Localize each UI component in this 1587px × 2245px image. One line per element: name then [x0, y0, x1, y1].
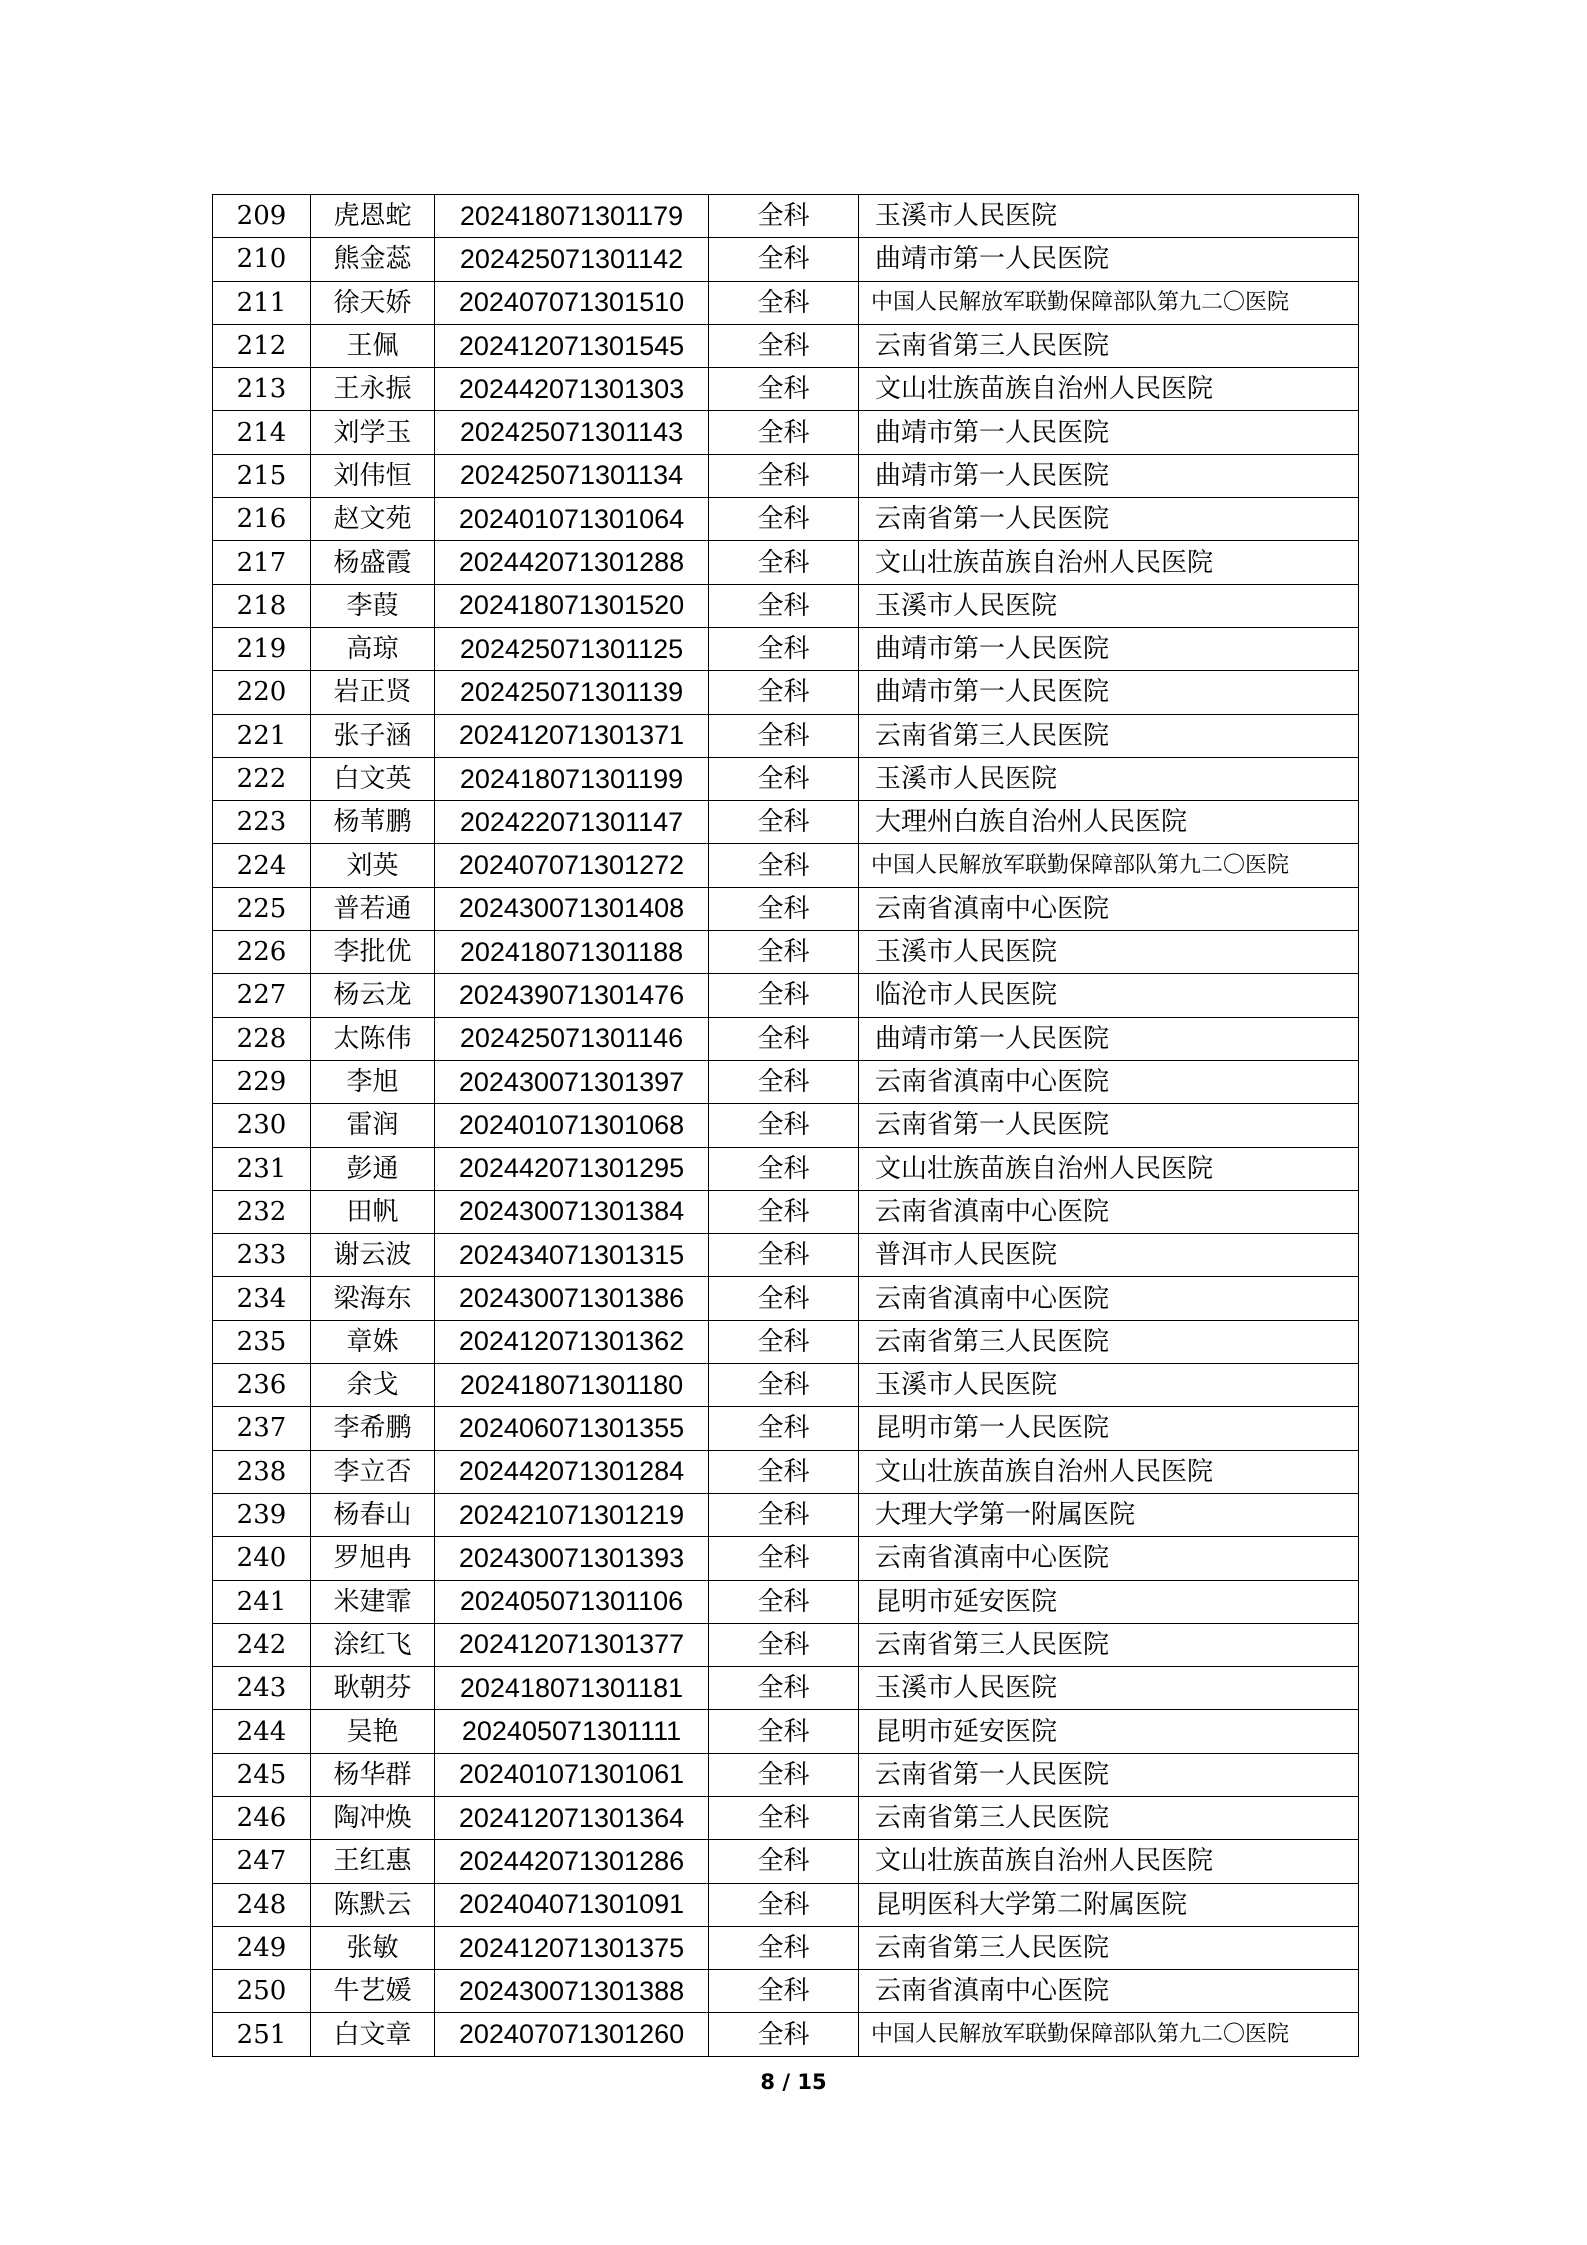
trainee-name-cell: 赵文苑 — [311, 498, 435, 541]
table-row — [213, 1147, 1359, 1190]
trainee-name-cell: 梁海东 — [311, 1277, 435, 1320]
trainee-id-cell: 202404071301091 — [435, 1883, 709, 1926]
trainee-name-cell: 田帆 — [311, 1190, 435, 1233]
trainee-id-cell: 202418071301199 — [435, 757, 709, 800]
trainee-name-cell: 李葭 — [311, 584, 435, 627]
table-row — [213, 195, 1359, 238]
table-row — [213, 931, 1359, 974]
trainee-id-cell: 202434071301315 — [435, 1234, 709, 1277]
table-row — [213, 1840, 1359, 1883]
trainee-name-cell: 陶冲焕 — [311, 1796, 435, 1839]
trainee-id-cell: 202430071301384 — [435, 1190, 709, 1233]
trainee-id-cell: 202430071301393 — [435, 1537, 709, 1580]
trainee-id-cell: 202412071301375 — [435, 1926, 709, 1969]
table-row — [213, 368, 1359, 411]
specialty-cell: 全科 — [709, 238, 859, 281]
hospital-name-cell: 云南省第三人民医院 — [859, 1926, 1359, 1969]
row-number-cell: 226 — [213, 931, 311, 974]
table-row — [213, 1796, 1359, 1839]
specialty-cell: 全科 — [709, 1580, 859, 1623]
hospital-name-cell: 云南省第一人民医院 — [859, 1104, 1359, 1147]
hospital-name-cell: 云南省滇南中心医院 — [859, 1537, 1359, 1580]
row-number-cell: 243 — [213, 1667, 311, 1710]
row-number-cell: 227 — [213, 974, 311, 1017]
trainee-name-cell: 吴艳 — [311, 1710, 435, 1753]
trainee-name-cell: 杨云龙 — [311, 974, 435, 1017]
row-number-cell: 241 — [213, 1580, 311, 1623]
hospital-name-cell: 曲靖市第一人民医院 — [859, 238, 1359, 281]
trainee-name-cell: 杨春山 — [311, 1493, 435, 1536]
hospital-name-cell: 云南省第三人民医院 — [859, 324, 1359, 367]
specialty-cell: 全科 — [709, 714, 859, 757]
trainee-name-cell: 熊金蕊 — [311, 238, 435, 281]
hospital-name-cell: 云南省第三人民医院 — [859, 1320, 1359, 1363]
table-row — [213, 1364, 1359, 1407]
page-number: 8 / 15 — [760, 2070, 827, 2094]
trainee-name-cell: 谢云波 — [311, 1234, 435, 1277]
trainee-id-cell: 202412071301362 — [435, 1320, 709, 1363]
specialty-cell: 全科 — [709, 1017, 859, 1060]
trainee-id-cell: 202421071301219 — [435, 1493, 709, 1536]
table-row — [213, 1710, 1359, 1753]
row-number-cell: 248 — [213, 1883, 311, 1926]
trainee-name-cell: 岩正贤 — [311, 671, 435, 714]
row-number-cell: 239 — [213, 1493, 311, 1536]
table-row — [213, 1493, 1359, 1536]
row-number-cell: 210 — [213, 238, 311, 281]
hospital-name-cell: 中国人民解放军联勤保障部队第九二〇医院 — [859, 2013, 1359, 2056]
row-number-cell: 240 — [213, 1537, 311, 1580]
hospital-name-cell: 文山壮族苗族自治州人民医院 — [859, 1147, 1359, 1190]
hospital-name-cell: 云南省第一人民医院 — [859, 1753, 1359, 1796]
trainee-id-cell: 202442071301303 — [435, 368, 709, 411]
hospital-name-cell: 昆明医科大学第二附属医院 — [859, 1883, 1359, 1926]
specialty-cell: 全科 — [709, 1364, 859, 1407]
trainee-name-cell: 罗旭冉 — [311, 1537, 435, 1580]
trainee-name-cell: 雷润 — [311, 1104, 435, 1147]
specialty-cell: 全科 — [709, 324, 859, 367]
specialty-cell: 全科 — [709, 1537, 859, 1580]
trainee-name-cell: 李批优 — [311, 931, 435, 974]
table-row — [213, 757, 1359, 800]
trainee-id-cell: 202412071301371 — [435, 714, 709, 757]
specialty-cell: 全科 — [709, 1320, 859, 1363]
table-row — [213, 1926, 1359, 1969]
table-row — [213, 1277, 1359, 1320]
hospital-name-cell: 玉溪市人民医院 — [859, 757, 1359, 800]
hospital-name-cell: 昆明市第一人民医院 — [859, 1407, 1359, 1450]
table-row — [213, 281, 1359, 324]
hospital-name-cell: 玉溪市人民医院 — [859, 195, 1359, 238]
trainee-id-cell: 202439071301476 — [435, 974, 709, 1017]
trainee-name-cell: 张子涵 — [311, 714, 435, 757]
trainee-id-cell: 202407071301272 — [435, 844, 709, 887]
trainee-id-cell: 202418071301181 — [435, 1667, 709, 1710]
specialty-cell: 全科 — [709, 974, 859, 1017]
table-row — [213, 1017, 1359, 1060]
hospital-name-cell: 昆明市延安医院 — [859, 1580, 1359, 1623]
table-row — [213, 974, 1359, 1017]
specialty-cell: 全科 — [709, 1840, 859, 1883]
trainee-name-cell: 白文章 — [311, 2013, 435, 2056]
row-number-cell: 212 — [213, 324, 311, 367]
specialty-cell: 全科 — [709, 411, 859, 454]
row-number-cell: 229 — [213, 1060, 311, 1103]
hospital-name-cell: 曲靖市第一人民医院 — [859, 671, 1359, 714]
specialty-cell: 全科 — [709, 281, 859, 324]
specialty-cell: 全科 — [709, 627, 859, 670]
hospital-name-cell: 中国人民解放军联勤保障部队第九二〇医院 — [859, 281, 1359, 324]
trainee-name-cell: 章姝 — [311, 1320, 435, 1363]
table-row — [213, 1580, 1359, 1623]
specialty-cell: 全科 — [709, 1234, 859, 1277]
hospital-name-cell: 玉溪市人民医院 — [859, 584, 1359, 627]
hospital-name-cell: 曲靖市第一人民医院 — [859, 1017, 1359, 1060]
row-number-cell: 237 — [213, 1407, 311, 1450]
hospital-name-cell: 玉溪市人民医院 — [859, 1364, 1359, 1407]
trainee-name-cell: 李旭 — [311, 1060, 435, 1103]
specialty-cell: 全科 — [709, 757, 859, 800]
specialty-cell: 全科 — [709, 887, 859, 930]
specialty-cell: 全科 — [709, 1926, 859, 1969]
row-number-cell: 251 — [213, 2013, 311, 2056]
specialty-cell: 全科 — [709, 1883, 859, 1926]
row-number-cell: 216 — [213, 498, 311, 541]
specialty-cell: 全科 — [709, 1753, 859, 1796]
row-number-cell: 209 — [213, 195, 311, 238]
row-number-cell: 234 — [213, 1277, 311, 1320]
row-number-cell: 222 — [213, 757, 311, 800]
table-row — [213, 1450, 1359, 1493]
trainee-name-cell: 徐天娇 — [311, 281, 435, 324]
row-number-cell: 246 — [213, 1796, 311, 1839]
row-number-cell: 249 — [213, 1926, 311, 1969]
trainee-name-cell: 刘伟恒 — [311, 454, 435, 497]
specialty-cell: 全科 — [709, 801, 859, 844]
specialty-cell: 全科 — [709, 1190, 859, 1233]
hospital-name-cell: 昆明市延安医院 — [859, 1710, 1359, 1753]
row-number-cell: 218 — [213, 584, 311, 627]
trainee-id-cell: 202405071301111 — [435, 1710, 709, 1753]
trainee-name-cell: 李希鹏 — [311, 1407, 435, 1450]
table-row — [213, 1060, 1359, 1103]
trainee-id-cell: 202425071301142 — [435, 238, 709, 281]
hospital-name-cell: 曲靖市第一人民医院 — [859, 627, 1359, 670]
trainee-id-cell: 202418071301179 — [435, 195, 709, 238]
table-row — [213, 1883, 1359, 1926]
table-row — [213, 1320, 1359, 1363]
hospital-name-cell: 云南省滇南中心医院 — [859, 887, 1359, 930]
row-number-cell: 250 — [213, 1970, 311, 2013]
hospital-name-cell: 云南省第三人民医院 — [859, 714, 1359, 757]
hospital-name-cell: 文山壮族苗族自治州人民医院 — [859, 368, 1359, 411]
row-number-cell: 235 — [213, 1320, 311, 1363]
trainee-id-cell: 202442071301286 — [435, 1840, 709, 1883]
trainee-name-cell: 高琼 — [311, 627, 435, 670]
trainee-id-cell: 202406071301355 — [435, 1407, 709, 1450]
row-number-cell: 219 — [213, 627, 311, 670]
trainee-name-cell: 王佩 — [311, 324, 435, 367]
table-row — [213, 541, 1359, 584]
table-row — [213, 1104, 1359, 1147]
row-number-cell: 230 — [213, 1104, 311, 1147]
table-row — [213, 1234, 1359, 1277]
specialty-cell: 全科 — [709, 195, 859, 238]
roster-body — [213, 195, 1359, 2057]
row-number-cell: 211 — [213, 281, 311, 324]
trainee-id-cell: 202430071301388 — [435, 1970, 709, 2013]
table-row — [213, 411, 1359, 454]
roster-table — [212, 194, 1359, 2057]
hospital-name-cell: 云南省第一人民医院 — [859, 498, 1359, 541]
table-row — [213, 1623, 1359, 1666]
trainee-name-cell: 杨华群 — [311, 1753, 435, 1796]
specialty-cell: 全科 — [709, 1060, 859, 1103]
table-row — [213, 324, 1359, 367]
row-number-cell: 233 — [213, 1234, 311, 1277]
trainee-name-cell: 牛艺媛 — [311, 1970, 435, 2013]
trainee-id-cell: 202401071301068 — [435, 1104, 709, 1147]
trainee-id-cell: 202418071301188 — [435, 931, 709, 974]
row-number-cell: 213 — [213, 368, 311, 411]
row-number-cell: 232 — [213, 1190, 311, 1233]
trainee-id-cell: 202418071301520 — [435, 584, 709, 627]
table-row — [213, 887, 1359, 930]
table-row — [213, 454, 1359, 497]
hospital-name-cell: 文山壮族苗族自治州人民医院 — [859, 541, 1359, 584]
hospital-name-cell: 文山壮族苗族自治州人民医院 — [859, 1840, 1359, 1883]
specialty-cell: 全科 — [709, 2013, 859, 2056]
row-number-cell: 236 — [213, 1364, 311, 1407]
table-row — [213, 801, 1359, 844]
trainee-id-cell: 202412071301364 — [435, 1796, 709, 1839]
specialty-cell: 全科 — [709, 454, 859, 497]
table-row — [213, 714, 1359, 757]
trainee-id-cell: 202418071301180 — [435, 1364, 709, 1407]
table-row — [213, 2013, 1359, 2056]
hospital-name-cell: 曲靖市第一人民医院 — [859, 454, 1359, 497]
trainee-name-cell: 陈默云 — [311, 1883, 435, 1926]
row-number-cell: 215 — [213, 454, 311, 497]
trainee-id-cell: 202422071301147 — [435, 801, 709, 844]
table-row — [213, 1970, 1359, 2013]
trainee-name-cell: 白文英 — [311, 757, 435, 800]
row-number-cell: 214 — [213, 411, 311, 454]
hospital-name-cell: 曲靖市第一人民医院 — [859, 411, 1359, 454]
trainee-name-cell: 杨盛霞 — [311, 541, 435, 584]
table-row — [213, 498, 1359, 541]
trainee-name-cell: 余戈 — [311, 1364, 435, 1407]
specialty-cell: 全科 — [709, 1147, 859, 1190]
specialty-cell: 全科 — [709, 1623, 859, 1666]
trainee-id-cell: 202430071301386 — [435, 1277, 709, 1320]
trainee-name-cell: 张敏 — [311, 1926, 435, 1969]
trainee-id-cell: 202430071301408 — [435, 887, 709, 930]
trainee-name-cell: 李立否 — [311, 1450, 435, 1493]
hospital-name-cell: 云南省滇南中心医院 — [859, 1277, 1359, 1320]
trainee-name-cell: 涂红飞 — [311, 1623, 435, 1666]
trainee-id-cell: 202401071301064 — [435, 498, 709, 541]
row-number-cell: 245 — [213, 1753, 311, 1796]
trainee-id-cell: 202401071301061 — [435, 1753, 709, 1796]
row-number-cell: 225 — [213, 887, 311, 930]
table-row — [213, 1407, 1359, 1450]
row-number-cell: 217 — [213, 541, 311, 584]
specialty-cell: 全科 — [709, 1710, 859, 1753]
hospital-name-cell: 中国人民解放军联勤保障部队第九二〇医院 — [859, 844, 1359, 887]
hospital-name-cell: 大理大学第一附属医院 — [859, 1493, 1359, 1536]
trainee-name-cell: 普若通 — [311, 887, 435, 930]
specialty-cell: 全科 — [709, 541, 859, 584]
hospital-name-cell: 玉溪市人民医院 — [859, 931, 1359, 974]
trainee-name-cell: 太陈伟 — [311, 1017, 435, 1060]
row-number-cell: 223 — [213, 801, 311, 844]
specialty-cell: 全科 — [709, 1796, 859, 1839]
specialty-cell: 全科 — [709, 1104, 859, 1147]
specialty-cell: 全科 — [709, 1970, 859, 2013]
trainee-id-cell: 202407071301510 — [435, 281, 709, 324]
hospital-name-cell: 云南省第三人民医院 — [859, 1623, 1359, 1666]
trainee-name-cell: 彭通 — [311, 1147, 435, 1190]
hospital-name-cell: 玉溪市人民医院 — [859, 1667, 1359, 1710]
row-number-cell: 220 — [213, 671, 311, 714]
row-number-cell: 221 — [213, 714, 311, 757]
trainee-id-cell: 202425071301125 — [435, 627, 709, 670]
row-number-cell: 242 — [213, 1623, 311, 1666]
hospital-name-cell: 云南省滇南中心医院 — [859, 1190, 1359, 1233]
row-number-cell: 228 — [213, 1017, 311, 1060]
hospital-name-cell: 大理州白族自治州人民医院 — [859, 801, 1359, 844]
table-row — [213, 1537, 1359, 1580]
trainee-id-cell: 202405071301106 — [435, 1580, 709, 1623]
trainee-id-cell: 202412071301545 — [435, 324, 709, 367]
trainee-id-cell: 202425071301143 — [435, 411, 709, 454]
specialty-cell: 全科 — [709, 1407, 859, 1450]
trainee-id-cell: 202442071301295 — [435, 1147, 709, 1190]
row-number-cell: 231 — [213, 1147, 311, 1190]
hospital-name-cell: 临沧市人民医院 — [859, 974, 1359, 1017]
trainee-id-cell: 202407071301260 — [435, 2013, 709, 2056]
table-row — [213, 1190, 1359, 1233]
trainee-name-cell: 耿朝芬 — [311, 1667, 435, 1710]
trainee-id-cell: 202430071301397 — [435, 1060, 709, 1103]
table-row — [213, 238, 1359, 281]
table-row — [213, 671, 1359, 714]
hospital-name-cell: 云南省滇南中心医院 — [859, 1970, 1359, 2013]
trainee-name-cell: 米建霏 — [311, 1580, 435, 1623]
trainee-id-cell: 202425071301146 — [435, 1017, 709, 1060]
hospital-name-cell: 文山壮族苗族自治州人民医院 — [859, 1450, 1359, 1493]
specialty-cell: 全科 — [709, 1277, 859, 1320]
table-row — [213, 1667, 1359, 1710]
row-number-cell: 244 — [213, 1710, 311, 1753]
trainee-name-cell: 王永振 — [311, 368, 435, 411]
specialty-cell: 全科 — [709, 584, 859, 627]
specialty-cell: 全科 — [709, 1493, 859, 1536]
trainee-id-cell: 202442071301284 — [435, 1450, 709, 1493]
specialty-cell: 全科 — [709, 1450, 859, 1493]
trainee-id-cell: 202425071301139 — [435, 671, 709, 714]
trainee-name-cell: 刘英 — [311, 844, 435, 887]
trainee-id-cell: 202442071301288 — [435, 541, 709, 584]
table-row — [213, 627, 1359, 670]
table-row — [213, 1753, 1359, 1796]
hospital-name-cell: 云南省第三人民医院 — [859, 1796, 1359, 1839]
trainee-name-cell: 虎恩蛇 — [311, 195, 435, 238]
specialty-cell: 全科 — [709, 498, 859, 541]
specialty-cell: 全科 — [709, 931, 859, 974]
hospital-name-cell: 云南省滇南中心医院 — [859, 1060, 1359, 1103]
specialty-cell: 全科 — [709, 1667, 859, 1710]
row-number-cell: 238 — [213, 1450, 311, 1493]
row-number-cell: 224 — [213, 844, 311, 887]
table-row — [213, 844, 1359, 887]
trainee-id-cell: 202425071301134 — [435, 454, 709, 497]
hospital-name-cell: 普洱市人民医院 — [859, 1234, 1359, 1277]
specialty-cell: 全科 — [709, 671, 859, 714]
trainee-name-cell: 刘学玉 — [311, 411, 435, 454]
trainee-id-cell: 202412071301377 — [435, 1623, 709, 1666]
trainee-name-cell: 杨苇鹏 — [311, 801, 435, 844]
specialty-cell: 全科 — [709, 844, 859, 887]
row-number-cell: 247 — [213, 1840, 311, 1883]
table-row — [213, 584, 1359, 627]
specialty-cell: 全科 — [709, 368, 859, 411]
trainee-name-cell: 王红惠 — [311, 1840, 435, 1883]
